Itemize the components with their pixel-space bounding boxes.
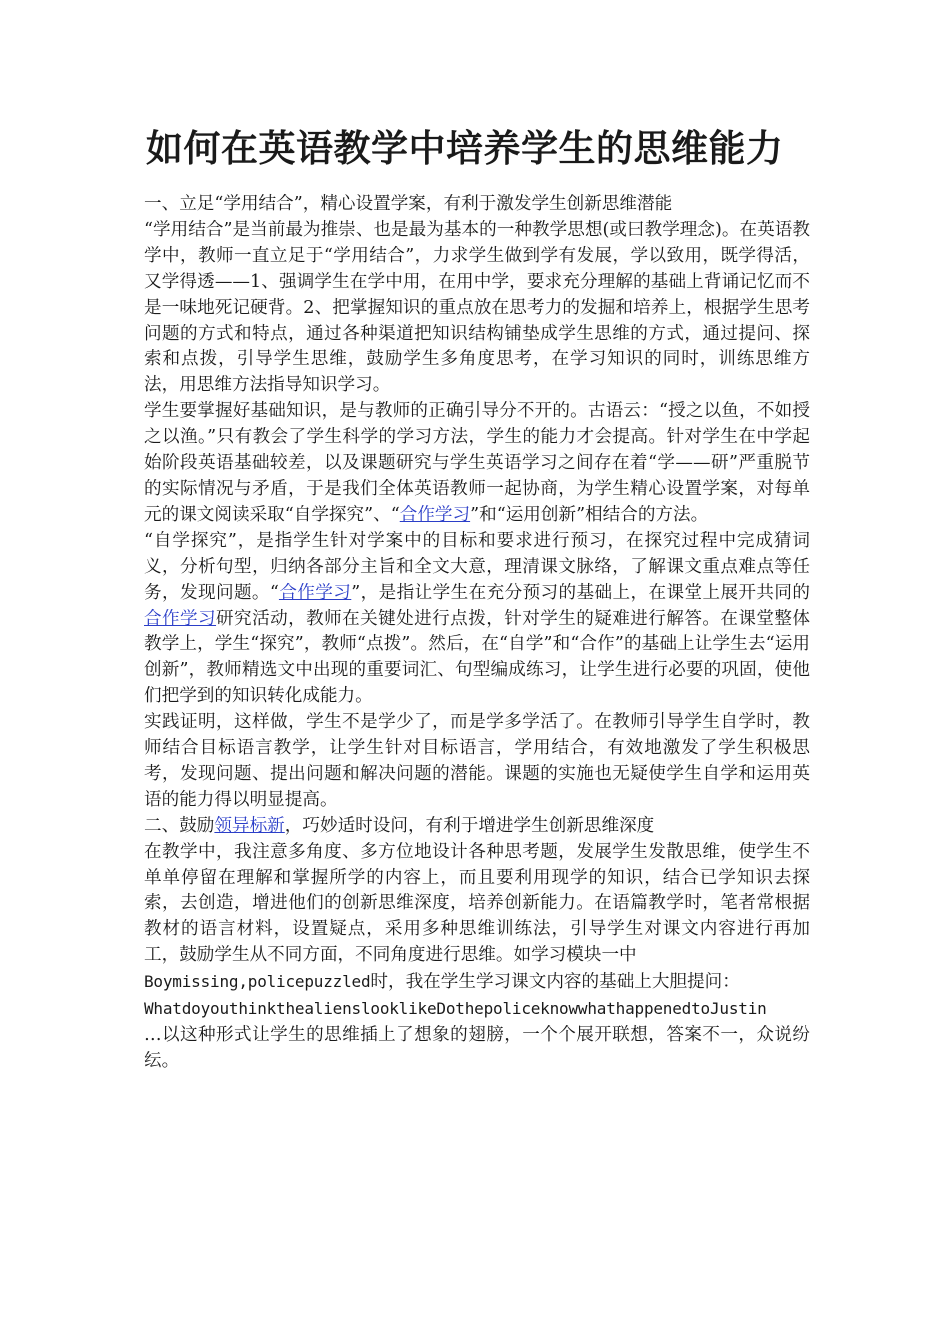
link-lingyi-biaoxin[interactable]: 领异标新 bbox=[214, 815, 285, 836]
document-body bbox=[144, 120, 810, 1075]
paragraph-1: “学用结合”是当前最为推崇、也是最为基本的一种教学思想(或曰教学理念)。在英语教学中，教师一直立足于“学用结合”，力求学生做到学有发展，学以致用，既学得活，又学得透——1、强调学生在学中用，在用中学，要求充分理解的基础上背诵记忆而不是一味地死记硬背。2、把掌握知识的重点放在思考力的发掘和培养上，根据学生思考问题的方式和特点，通过各种渠道把知识结构铺垫成学生思维的方式，通过提问、探索和点拨，引导学生思维，鼓励学生多角度思考，在学习知识的同时，训练思维方法，用思维方法指导知识学习。 bbox=[144, 219, 810, 396]
paragraph-5-text-c: …以这种形式让学生的思维插上了想象的翅膀，一个个展开联想，答案不一，众说纷纭。 bbox=[144, 1025, 810, 1071]
paragraph-3 bbox=[144, 529, 810, 710]
paragraph-3-text-b: ”，是指让学生在充分预习的基础上，在课堂上展开共同的 bbox=[351, 582, 810, 603]
paragraph-3-text-c: 研究活动，教师在关键处进行点拨，针对学生的疑难进行解答。在课堂整体教学上，学生“探究”，教师“点拨”。然后，在“自学”和“合作”的基础上让学生去“运用创新”，教师精选文中出现的重要词汇、句型编成练习，让学生进行必要的巩固，使他们把学到的知识转化成能力。 bbox=[144, 608, 810, 707]
paragraph-3-text-a: “自学探究”，是指学生针对学案中的目标和要求进行预习，在探究过程中完成猜词义，分析句型，归纳各部分主旨和全文大意，理清课文脉络，了解课文重点难点等任务，发现问题。“ bbox=[144, 530, 810, 603]
paragraph-4: 实践证明，这样做，学生不是学少了，而是学多学活了。在教师引导学生自学时，教师结合目标语言教学，让学生针对目标语言，学用结合，有效地激发了学生积极思考，发现问题、提出问题和解决问题的潜能。课题的实施也无疑使学生自学和运用英语的能力得以明显提高。 bbox=[144, 712, 810, 810]
section-heading-2-text-b: ，巧妙适时设问，有利于增进学生创新思维深度 bbox=[284, 815, 655, 836]
paragraph-2-text-b: ”和“运用创新”相结合的方法。 bbox=[470, 504, 709, 525]
paragraph-5-text-b: 时，我在学生学习课文内容的基础上大胆提问： bbox=[370, 972, 740, 993]
link-hezuo-xuexi[interactable]: 合作学习 bbox=[278, 582, 352, 603]
link-hezuo-xuexi[interactable]: 合作学习 bbox=[144, 608, 217, 629]
paragraph-5 bbox=[144, 840, 810, 1075]
section-heading-2 bbox=[144, 814, 810, 840]
english-text-questions: WhatdoyouthinkthealienslooklikeDothepoliceknowwhathappenedtoJustin bbox=[144, 999, 767, 1019]
paragraph-2 bbox=[144, 399, 810, 529]
paragraph-2-text-a: 学生要掌握好基础知识，是与教师的正确引导分不开的。古语云：“授之以鱼，不如授之以渔。”只有教会了学生科学的学习方法，学生的能力才会提高。针对学生在中学起始阶段英语基础较差，以及课题研究与学生英语学习之间存在着“学——研”严重脱节的实际情况与矛盾，于是我们全体英语教师一起协商，为学生精心设置学案，对每单元的课文阅读采取“自学探究”、“ bbox=[144, 401, 810, 525]
section-heading-1: 一、立足“学用结合”，精心设置学案，有利于激发学生创新思维潜能 bbox=[144, 194, 673, 214]
section-heading-2-text-a: 二、鼓励 bbox=[144, 815, 215, 836]
document-title: 如何在英语教学中培养学生的思维能力 bbox=[146, 127, 784, 170]
link-hezuo-xuexi[interactable]: 合作学习 bbox=[399, 504, 471, 525]
english-text-lesson-title: Boymissing,policepuzzled bbox=[144, 972, 371, 992]
paragraph-5-text-a: 在教学中，我注意多角度、多方位地设计各种思考题，发展学生发散思维，使学生不单单停留在理解和掌握所学的内容上，而且要利用现学的知识，结合已学知识去探索，去创造，增进他们的创新思维深度，培养创新能力。在语篇教学时，笔者常根据教材的语言材料，设置疑点，采用多种思维训练法，引导学生对课文内容进行再加工，鼓励学生从不同方面，不同角度进行思维。如学习模块一中 bbox=[144, 841, 810, 966]
